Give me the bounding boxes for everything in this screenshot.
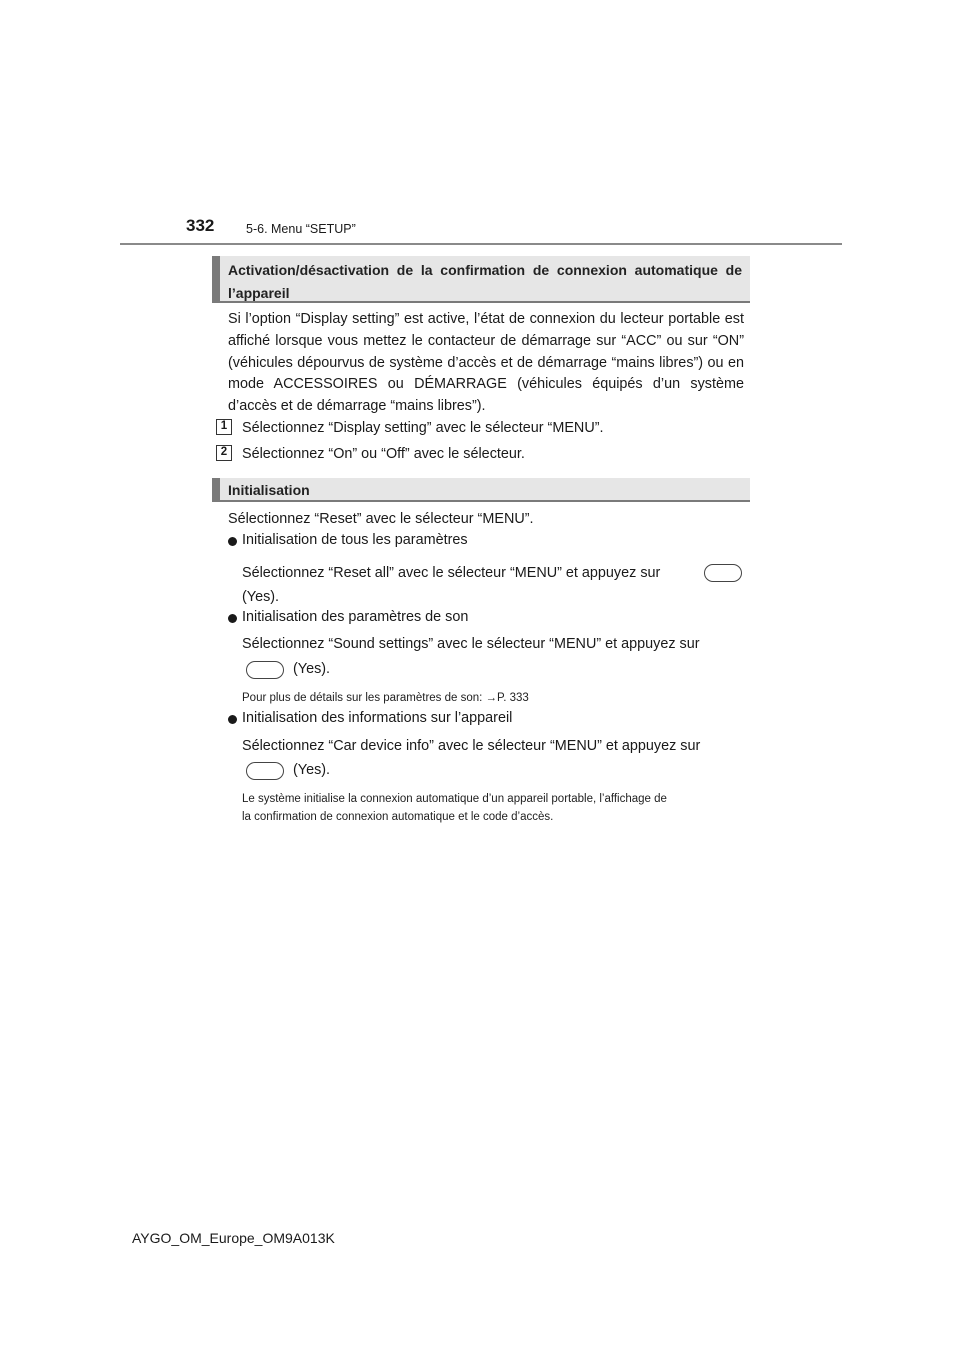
step-number-1: 1: [216, 419, 232, 435]
car-device-info-yes: (Yes).: [293, 762, 331, 778]
sound-settings-yes: (Yes).: [293, 661, 331, 677]
header-divider: [120, 243, 842, 245]
step-text-1: Sélectionnez “Display setting” avec le sélecteur “MENU”.: [242, 420, 604, 436]
bullet-icon: [228, 614, 237, 623]
sound-settings-note: Pour plus de détails sur les paramètres de son: →P. 333: [242, 692, 529, 704]
reset-all-instruction: Sélectionnez “Reset all” avec le sélecteur “MENU” et appuyez sur: [242, 565, 661, 581]
bullet-title-sound-settings: Initialisation des paramètres de son: [242, 609, 469, 625]
section-title: 5-6. Menu “SETUP”: [246, 222, 356, 236]
bullet-icon: [228, 715, 237, 724]
sound-settings-instruction: Sélectionnez “Sound settings” avec le sélecteur “MENU” et appuyez sur: [242, 636, 700, 652]
bullet-title-reset-all: Initialisation de tous les paramètres: [242, 532, 468, 548]
step-text-2: Sélectionnez “On” ou “Off” avec le sélecteur.: [242, 446, 525, 462]
confirmation-intro: Si l’option “Display setting” est active, l’état de connexion du lecteur portable est affiché lorsque vous mettez le contacteur de démarrage sur “ACC” ou sur “ON” (véhicules dépourvus de système d’accès et de démarrage “mains libres”) ou en mode ACCESSOIRES ou DÉMARRAGE (véhicules équipés d’un système d’accès et de démarrage “mains libres”).: [228, 311, 744, 415]
section-heading-initialisation: Initialisation: [212, 478, 750, 502]
button-icon: [246, 762, 284, 780]
bullet-icon: [228, 537, 237, 546]
button-icon: [246, 661, 284, 679]
section-heading-confirmation: Activation/désactivation de la confirmation de connexion automatique de l’appareil: [212, 256, 750, 303]
step-number-2: 2: [216, 445, 232, 461]
car-device-info-note-line2: la confirmation de connexion automatique et le code d’accès.: [242, 811, 554, 823]
reset-all-yes: (Yes).: [242, 589, 280, 605]
document-code: AYGO_OM_Europe_OM9A013K: [132, 1230, 335, 1246]
car-device-info-instruction: Sélectionnez “Car device info” avec le sélecteur “MENU” et appuyez sur: [242, 738, 701, 754]
car-device-info-note-line1: Le système initialise la connexion automatique d’un appareil portable, l’affichage de: [242, 793, 667, 805]
bullet-title-car-device-info: Initialisation des informations sur l’appareil: [242, 710, 513, 726]
page-number: 332: [186, 216, 215, 235]
button-icon: [704, 564, 742, 582]
initialisation-intro: Sélectionnez “Reset” avec le sélecteur “MENU”.: [228, 511, 534, 527]
